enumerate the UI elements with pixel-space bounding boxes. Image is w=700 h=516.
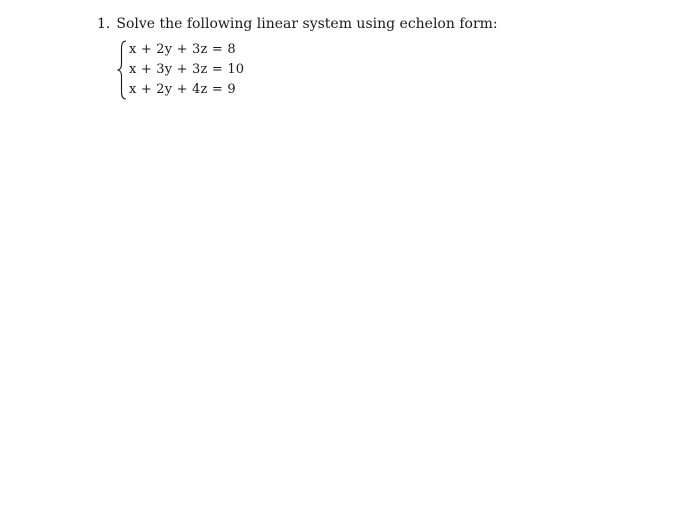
problem-1 — [97, 14, 657, 97]
problem-number: 1. — [97, 16, 111, 32]
left-brace-icon — [117, 40, 127, 100]
equation-2: x + 3y + 3z = 10 — [129, 62, 245, 77]
equation-3: x + 2y + 4z = 9 — [129, 82, 236, 97]
equation-1: x + 2y + 3z = 8 — [129, 42, 236, 57]
problem-statement: Solve the following linear system using echelon form: — [116, 16, 498, 32]
equations — [129, 40, 244, 100]
problem-statement-line — [97, 14, 657, 34]
